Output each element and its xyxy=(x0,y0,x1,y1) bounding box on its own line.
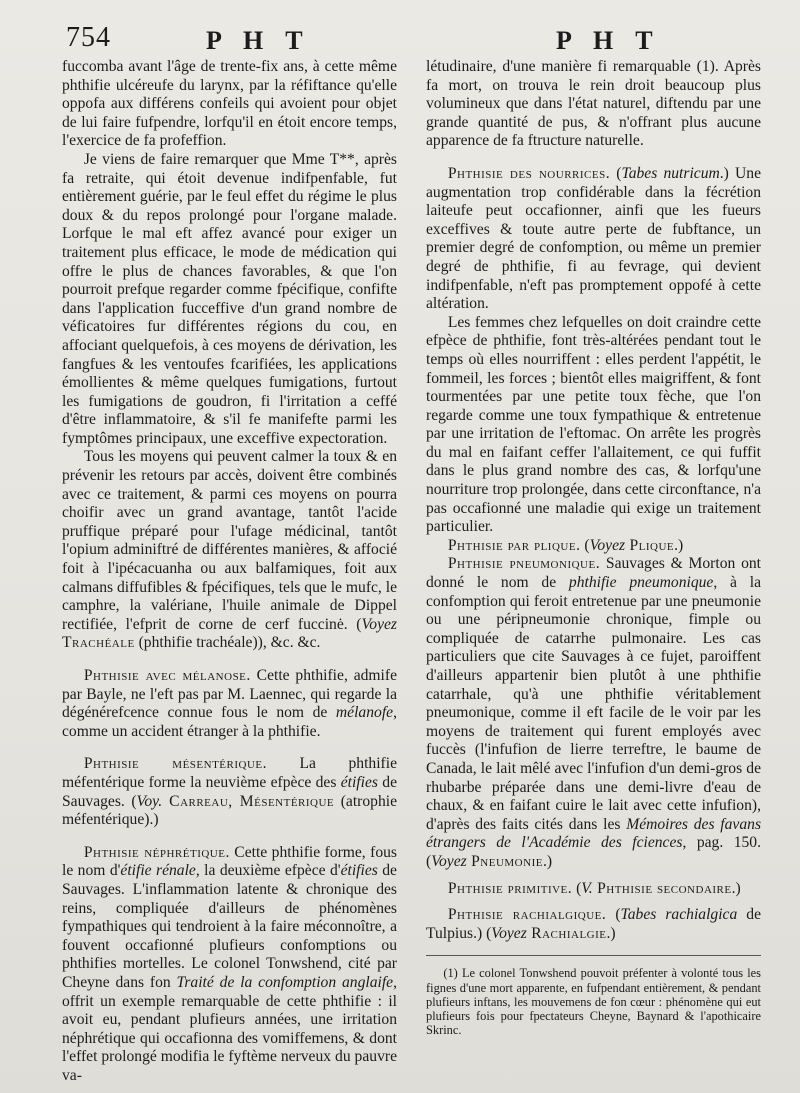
entry-phthisie-melanose: Phthisie avec mélanose. Cette phthifie, admife par Bayle, ne l'eft pas par M. Laennec, qui regarde la dégénérefcence connue fous le nom de mélanofe, comme un accident étranger à la phthifie. xyxy=(62,667,397,740)
entry-heading: Phthisie néphrétique. xyxy=(83,843,230,861)
entry-heading: Phthisie pneumonique. xyxy=(447,555,601,573)
entry-phthisie-rachialgique: Phthisie rachialgique. (Tabes rachialgica de Tulpius.) (Voyez Rachialgie.) xyxy=(426,906,762,942)
page-number: 754 xyxy=(66,22,111,53)
running-head-right: P H T xyxy=(556,26,661,55)
page-header xyxy=(56,22,760,62)
footnote-rule xyxy=(426,955,761,956)
entry-heading: Phthisie par plique. xyxy=(447,536,581,554)
left-column xyxy=(62,58,397,1085)
entry-heading: Phthisie avec mélanose. xyxy=(83,667,251,684)
paragraph: Tous les moyens qui peuvent calmer la toux & en prévenir les retours par accès, doivent être combinés avec ce traitement, & parmi ces moyens on pourra choifir avec un grand avantage, tantôt l'acide pruffique préparé pour l'ufage médicinal, tantôt l'opium adminiftré de différentes manières, & affocié foit à l'ipécacuanha ou aux balfamiques, foit aux calmans diffufibles & fpécifiques, tels que le mufc, le camphre, la valériane, l'huile animale de Dippel rectifiée, l'efprit de corne de cerf fuccinė. (Voyez Trachéale (phthifie trachéale)), &c. &c. xyxy=(62,448,397,652)
paragraph: fuccomba avant l'âge de trente-fix ans, à cette même phthifie ulcéreufe du larynx, par la réfiftance qu'elle oppofa aux différens confeils qui avoient pour objet de lui faire fufpendre, lorfqu'il en étoit encore temps, l'exercice de fa profeffion. xyxy=(62,58,397,150)
entry-heading: Phthisie primitive. xyxy=(447,879,573,897)
right-column xyxy=(426,58,761,1037)
entry-phthisie-pneumonique: Phthisie pneumonique. Sauvages & Morton ont donné le nom de phthifie pneumonique, à la confomption qui feroit entretenue par une pneumonie ou une péripneumonie chronique, fimple ou compliquée de catarrhe pulmonaire. Les cas particuliers que cite Sauvages à ce fujet, paroiffent d'ailleurs appartenir bien plutôt à une phthifie catarrhale, qu'à une phthifie véritablement pneumonique, comme il eft facile de le voir par les moyens de traitement qui furent employés avec fuccès (l'infufion de lierre terreftre, le baume de Canada, le lait mêlé avec l'infufion d'un demi-gros de rhubarbe préparée dans une demi-livre d'eau de chaux, & en faifant cuire le lait avec cette infufion), d'après des faits cités dans les Mémoires des favans étrangers de l'Académie des fciences, pag. 150. (Voyez Pneumonie.) xyxy=(426,555,762,870)
entry-phthisie-primitive: Phthisie primitive. (V. Phthisie secondaire.) xyxy=(447,879,741,897)
entry-phthisie-mesenterique: Phthisie mésentérique. La phthifie méfentérique forme la neuvième efpèce des étifies de Sauvages. (Voy. Carreau, Mésentérique (atrophie méfentérique).) xyxy=(62,755,397,829)
entry-heading: Phthisie mésentérique. xyxy=(83,755,268,773)
entry-phthisie-nephretique: Phthisie néphrétique. Cette phthifie forme, fous le nom d'étifie rénale, la deuxième efpèce d'étifies de Sauvages. L'inflammation latente & chronique des reins, compliquée d'ailleurs de phénomènes fympathiques qui tendroient à la faire méconnoître, a fouvent occafionné plufieurs confomptions ou phthifies mortelles. Le colonel Tonwshend, cité par Cheyne dans fon Traité de la confomption anglaife, offrit un exemple remarquable de cette phthifie : il avoit eu, pendant plufieurs années, une irritation néphrétique qui occafionna des vomiffemens, & dont l'effet prolongé modifia le fyftème nerveux du pauvre va- xyxy=(62,843,398,1084)
paragraph: Les femmes chez lefquelles on doit craindre cette efpèce de phthifie, font très-altérées pendant tout le temps où elles nourriffent : elles perdent l'appétit, le fommeil, les forces ; bientôt elles maigriffent, & font tourmentées par une petite toux fèche, que l'on regarde comme une toux fympathique & entretenue par une irritation de l'eftomac. On arrête les progrès du mal en faifant ceffer l'allaitement, ce qui fuffit dans le plus grand nombre des cas, & lorfqu'une nourriture trop prolongée, dans cette circonftance, n'a pas occafionné une maladie qui exige un traitement particulier. xyxy=(426,313,761,536)
paragraph: létudinaire, d'une manière fi remarquable (1). Après fa mort, on trouva le rein droit beaucoup plus volumineux que dans l'état naturel, diftendu par une grande quantité de pus, & n'offrant plus aucune apparence de fa ftructure naturelle. xyxy=(426,58,761,150)
entry-phthisie-plique: Phthisie par plique. (Voyez Plique.) xyxy=(447,536,684,554)
entry-heading: Phthisie rachialgique. xyxy=(447,906,607,924)
running-head-left: P H T xyxy=(206,26,311,55)
entry-phthisie-nourrices: Phthisie des nourrices. (Tabes nutricum.) Une augmentation trop confidérable dans la fécrétion laiteufe peut occafionner, ainfi que les fueurs exceffives & toute autre perte de fubftance, un premier degré de confomption, ou même un premier degré de phthifie, fi au fevrage, qui devient indifpenfable, n'eft pas promptement oppofé à cette altération. xyxy=(426,164,761,313)
footnote: (1) Le colonel Tonwshend pouvoit préfenter à volonté tous les fignes d'une mort apparente, en fufpendant entièrement, & pendant plufieurs inftans, les mouvemens de fon cœur : phénomène qui eut plufieurs fois pour fpectateurs Cheyne, Baynard & l'apothicaire Skrinc. xyxy=(426,966,761,1038)
paragraph: Je viens de faire remarquer que Mme T**, après fa retraite, qui étoit devenue indifpenfable, fut entièrement guérie, par le feul effet du régime le plus doux & du repos prolongé pour l'organe malade. Lorfque le mal eft affez avancé pour exiger un traitement plus efficace, le mode de médication qui offre le plus de chances favorables, & que l'on pourroit prefque regarder comme fpécifique, confifte dans l'application fucceffive d'un grand nombre de véficatoires fur différentes régions du cou, en affociant quelquefois, à ces moyens de dérivation, les fangfues & les ventoufes fcarifiées, les applications émollientes & même quelques fumigations, furtout les fumigations de goudron, fi l'irritation a ceffé d'être inflammatoire, & s'il fe manifefte parmi les fymptômes principaux, une exceffive expectoration. xyxy=(62,150,397,447)
entry-heading: Phthisie des nourrices. xyxy=(447,164,611,182)
